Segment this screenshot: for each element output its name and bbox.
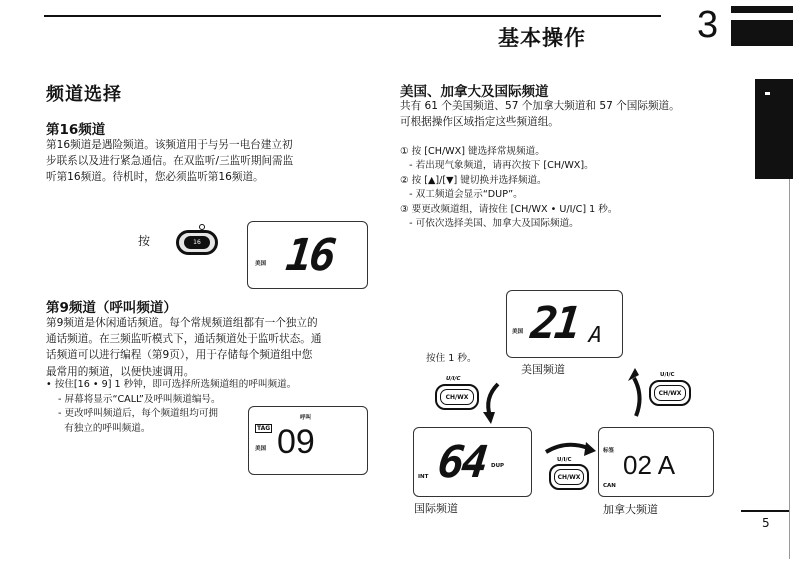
chapter-tab: [755, 79, 793, 179]
canada-display-value: 02 A: [623, 450, 676, 480]
step-line: - 双工频道会显示“DUP”。: [400, 189, 523, 201]
usa-display: [506, 290, 623, 358]
section-heading: 频道选择: [46, 84, 122, 105]
right-intro: [400, 98, 680, 130]
ch16-key[interactable]: [176, 227, 222, 257]
ch16-body: [46, 137, 293, 186]
arrow-right-bottom-head-icon: [584, 442, 596, 456]
usa-caption: 美国频道: [521, 363, 565, 376]
arrow-up-right-head-icon: [628, 368, 639, 381]
press-label: 按: [138, 234, 151, 248]
ch16-display-region: 美国: [255, 261, 267, 267]
header-rule: [44, 15, 661, 17]
ch9-line: 最常用的频道，以便快速调用。: [46, 365, 195, 378]
ch9-body: [46, 315, 321, 380]
chapter-bar-top: [731, 6, 793, 13]
canada-caption: 加拿大频道: [603, 503, 658, 516]
ch16-display: [247, 221, 368, 289]
ch9-display: [248, 406, 368, 475]
ch9-display-region: 美国: [255, 446, 267, 452]
chapter-bar-main: [731, 20, 793, 46]
step-line: ② 按 [▲]/[▼] 键切换并选择频道。: [400, 174, 547, 186]
ch9-sub: 有独立的呼叫频道。: [58, 422, 151, 434]
chwx-key-bottom-label: CH/WX: [554, 469, 584, 485]
uic-label-bottom: U/I/C: [557, 457, 572, 463]
footer-rule: [741, 510, 789, 512]
arrow-up-right-icon: [634, 378, 640, 416]
ch16-line: 步联系以及进行紧急通信。在双监听/三监听期间需监: [46, 155, 294, 168]
chapter-number: 3: [697, 4, 719, 46]
arrow-down-left-icon: [488, 384, 498, 416]
usa-display-region: 美国: [512, 329, 524, 335]
ch9-display-value: 09: [277, 423, 315, 461]
canada-display-region: CAN: [603, 483, 616, 489]
intro-line: 共有 61 个美国频道、57 个加拿大频道和 57 个国际频道。: [400, 100, 680, 112]
arrow-down-left-head-icon: [483, 412, 495, 424]
intl-display: [413, 427, 532, 497]
ch16-line: 听第16频道。待机时，您必须监听第16频道。: [46, 171, 264, 184]
intro-line: 可根据操作区域指定这些频道组。: [400, 116, 559, 129]
right-edge-line: [789, 179, 790, 559]
chwx-key-left-label: CH/WX: [440, 389, 474, 405]
step-line: - 若出现气象频道，请再次按下 [CH/WX]。: [400, 160, 594, 172]
right-heading: 美国、加拿大及国际频道: [400, 84, 549, 100]
canada-display-tag: 标签: [603, 448, 615, 454]
intl-display-region: INT: [418, 474, 429, 480]
ch9-line: 通话频道。在三频监听模式下，通话频道处于监听状态。通: [46, 333, 322, 346]
ch16-display-value: 16: [283, 230, 336, 281]
step-line: ① 按 [CH/WX] 键选择常规频道。: [400, 146, 545, 157]
usa-display-value: 21: [528, 298, 581, 349]
chwx-key-right-label: CH/WX: [654, 385, 686, 401]
ch9-sub: - 更改呼叫频道后，每个频道组均可拥: [58, 408, 219, 420]
ch16-key-label: 16: [193, 239, 201, 246]
chapter-tab-mark: [765, 92, 770, 95]
page-title: 基本操作: [498, 26, 586, 50]
usa-display-suffix: A: [587, 323, 604, 348]
ch9-title: 第9频道（呼叫频道）: [46, 300, 177, 316]
ch9-subs: [58, 393, 221, 436]
ch9-line: 第9频道是休闲通话频道。每个常规频道组都有一个独立的: [46, 317, 318, 329]
ch9-line: 话频道可以进行编程（第9页），用于存储每个频道组中您: [46, 349, 313, 362]
ch9-bullet: • 按住[16 • 9] 1 秒钟，即可选择所选频道组的呼叫频道。: [46, 379, 297, 390]
canada-display: [598, 427, 714, 497]
uic-label-right: U/I/C: [660, 372, 675, 378]
ch16-key-inner: [184, 236, 210, 249]
ch16-title: 第16频道: [46, 122, 106, 138]
chwx-key-right[interactable]: [649, 380, 691, 406]
step-line: - 可依次选择美国、加拿大及国际频道。: [400, 218, 579, 230]
intl-display-suffix: DUP: [491, 463, 505, 469]
ch9-display-tag: TAG: [257, 425, 271, 432]
right-steps: [400, 145, 618, 231]
step-line: ③ 要更改频道组，请按住 [CH/WX • U/I/C] 1 秒。: [400, 203, 618, 215]
ch9-sub: - 屏幕将显示“CALL”及呼叫频道编号。: [58, 394, 221, 405]
ch9-display-call: 呼叫: [300, 415, 312, 421]
chwx-key-bottom[interactable]: [549, 464, 589, 490]
chwx-key-left[interactable]: [435, 384, 479, 410]
uic-label-left: U/I/C: [446, 376, 461, 382]
intl-display-value: 64: [435, 437, 488, 488]
arrow-right-bottom-icon: [546, 445, 588, 452]
intl-caption: 国际频道: [414, 502, 458, 515]
hold-label: 按住 1 秒。: [426, 353, 477, 364]
ch16-line: 第16频道是遇险频道。该频道用于与另一电台建立初: [46, 139, 293, 151]
page-number: 5: [762, 516, 770, 530]
